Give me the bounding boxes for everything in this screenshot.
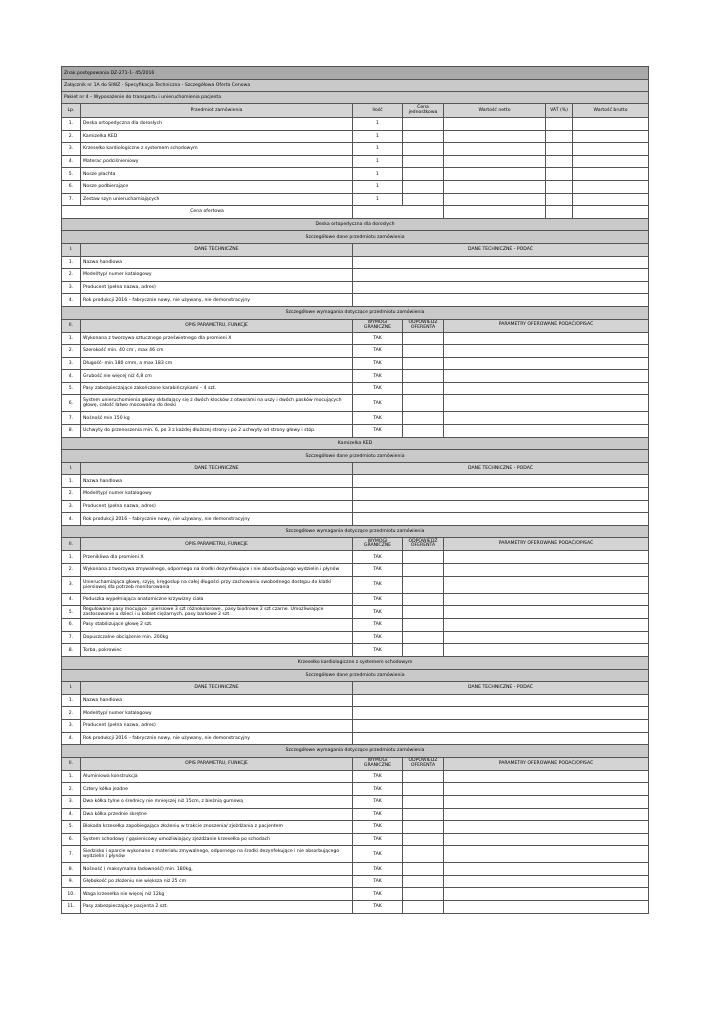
offered-params-cell[interactable] — [444, 551, 649, 564]
dane-right-label: DANE TECHNICZNE - PODAĆ — [353, 682, 649, 695]
dane-input-cell[interactable] — [353, 294, 649, 307]
section-details-title: Szczegółowe dane przedmiotu zamówienia — [62, 231, 649, 244]
req-row-text: Wykonana z tworzywa sztucznego prześwietnego dla promieni X — [81, 332, 353, 345]
dane-row-lp: 4. — [62, 294, 81, 307]
req-row-text: Waga krzesełka nie więcej niż 12kg — [81, 888, 353, 901]
row-quantity: 1 — [353, 143, 403, 156]
req-row-text: System schodowy / gąsienicowy umożliwiający zjeżdżanie krzesełka po schodach — [81, 833, 353, 846]
req-row-lp: 4. — [62, 370, 81, 383]
req-row-wymogi: TAK — [353, 631, 403, 644]
req-label: OPIS PARAMETRU, FUNKCJE — [81, 538, 353, 551]
vat-cell[interactable] — [546, 118, 573, 131]
req-row-text: Torba, pokrowiec — [81, 644, 353, 657]
req-row-text: Szerokość min. 40 cm , max 46 cm — [81, 345, 353, 358]
req-col-parametry: PARAMETRY OFEROWANE PODAĆ/OPISAĆ — [444, 757, 649, 770]
offered-params-cell[interactable] — [444, 770, 649, 783]
req-row-lp: 4. — [62, 593, 81, 606]
offer-answer-cell[interactable] — [403, 425, 444, 438]
req-row-wymogi: TAK — [353, 593, 403, 606]
price-column-header: Cena jednostkowa — [403, 104, 444, 118]
req-row-text: Unieruchamiająca głowę, szyję, kręgosłup na całej długości przy zachowaniu swobodnego dostępu do klatki piersiowej dla potrzeb monitorowania — [81, 576, 353, 593]
price-column-header: Wartość netto — [444, 104, 546, 118]
section-title: Kamizelka KED — [62, 437, 649, 450]
req-row-lp: 2. — [62, 783, 81, 796]
req-row-wymogi: TAK — [353, 644, 403, 657]
dane-row-lp: 3. — [62, 719, 81, 732]
dane-lp: I. — [62, 682, 81, 695]
price-row — [62, 155, 649, 168]
req-row-wymogi: TAK — [353, 846, 403, 863]
dane-row-text: Producent (pełna nazwa, adres) — [81, 500, 353, 513]
dane-input-cell[interactable] — [353, 500, 649, 513]
net-value-cell[interactable] — [444, 180, 546, 193]
offer-answer-cell[interactable] — [403, 370, 444, 383]
dane-right-label: DANE TECHNICZNE - PODAĆ — [353, 462, 649, 475]
req-row-lp: 6. — [62, 395, 81, 412]
row-quantity: 1 — [353, 180, 403, 193]
req-row-lp: 5. — [62, 382, 81, 395]
dane-input-cell[interactable] — [353, 513, 649, 526]
req-col-wymogi: WYMOGI GRANICZNE — [353, 538, 403, 551]
req-row-wymogi: TAK — [353, 564, 403, 577]
req-row-wymogi: TAK — [353, 425, 403, 438]
dane-lp: I. — [62, 243, 81, 256]
total-vat-cell[interactable] — [546, 206, 573, 219]
unit-price-cell[interactable] — [403, 168, 444, 181]
offered-params-cell[interactable] — [444, 846, 649, 863]
row-item-name: Kamizelka KED — [81, 130, 353, 143]
req-row-text: Poduszka wypełniająca anatomiczne krzywizny ciała — [81, 593, 353, 606]
unit-price-cell[interactable] — [403, 180, 444, 193]
gross-value-cell[interactable] — [573, 143, 649, 156]
offer-answer-cell[interactable] — [403, 770, 444, 783]
req-row-text: Blokada krzesełka zapobiegająca złożeniu w trakcie znoszenia/ zjeżdżania z pacjentem — [81, 821, 353, 834]
dane-row-lp: 3. — [62, 500, 81, 513]
req-row-text: Dwa kółka przednie skrętne — [81, 808, 353, 821]
price-row — [62, 143, 649, 156]
req-row-wymogi: TAK — [353, 821, 403, 834]
req-row-wymogi: TAK — [353, 357, 403, 370]
attachment-title: Załącznik nr 1A do SIWZ - Specyfikacja Techniczna - Szczegółowa Oferta Cenowa — [62, 80, 649, 92]
req-row-text: Uchwyty do przenoszenia min. 6, po 3 z każdej dłuższej strony i po 2 uchwyty od strony głowy i stóp. — [81, 425, 353, 438]
dane-row-text: Nazwa handlowa — [81, 475, 353, 488]
gross-value-cell[interactable] — [573, 193, 649, 206]
row-lp: 1. — [62, 118, 81, 131]
req-row-text: Siedzisko i oparcie wykonane z materiału zmywalnego, odpornego na środki dezynfekujące i nie absorbującego wydzielin i płynów — [81, 846, 353, 863]
req-row-wymogi: TAK — [353, 412, 403, 425]
offered-params-cell[interactable] — [444, 593, 649, 606]
net-value-cell[interactable] — [444, 118, 546, 131]
offered-params-cell[interactable] — [444, 345, 649, 358]
req-row-text: Głębokość po złożeniu nie większa niż 25 cm — [81, 875, 353, 888]
offer-answer-cell[interactable] — [403, 631, 444, 644]
dane-row-text: Model/typ/ numer katalogowy — [81, 707, 353, 720]
req-label: OPIS PARAMETRU, FUNKCJE — [81, 757, 353, 770]
offer-answer-cell[interactable] — [403, 888, 444, 901]
row-lp: 4. — [62, 155, 81, 168]
req-row-text: Nośność ( maksymalna ładowność) min. 180kg, — [81, 863, 353, 876]
gross-value-cell[interactable] — [573, 118, 649, 131]
dane-row-text: Rok produkcji 2016 – fabrycznie nowy, nie używany, nie demonstracyjny — [81, 513, 353, 526]
dane-row-text: Rok produkcji 2016 – fabrycznie nowy, nie używany, nie demonstracyjny — [81, 732, 353, 745]
dane-row-lp: 4. — [62, 513, 81, 526]
row-lp: 2. — [62, 130, 81, 143]
offer-answer-cell[interactable] — [403, 901, 444, 914]
offer-answer-cell[interactable] — [403, 606, 444, 619]
req-lp: II. — [62, 319, 81, 332]
req-row-lp: 8. — [62, 863, 81, 876]
dane-row-text: Producent (pełna nazwa, adres) — [81, 281, 353, 294]
req-row-text: System unieruchomienia głowy składający się z dwóch klocków z otworami na uszy i dwóch pasków mocujących głowę, całość łatwo mocowalna do deski — [81, 395, 353, 412]
dane-input-cell[interactable] — [353, 256, 649, 269]
price-row — [62, 180, 649, 193]
offered-params-cell[interactable] — [444, 644, 649, 657]
req-row-lp: 1. — [62, 551, 81, 564]
req-col-parametry: PARAMETRY OFEROWANE PODAĆ/OPISAĆ — [444, 319, 649, 332]
req-row-lp: 9. — [62, 875, 81, 888]
vat-cell[interactable] — [546, 130, 573, 143]
offered-params-cell[interactable] — [444, 576, 649, 593]
row-item-name: Zestaw szyn unieruchamiających — [81, 193, 353, 206]
row-quantity: 1 — [353, 130, 403, 143]
dane-row-lp: 1. — [62, 694, 81, 707]
req-row-lp: 2. — [62, 345, 81, 358]
req-row-wymogi: TAK — [353, 808, 403, 821]
req-row-wymogi: TAK — [353, 888, 403, 901]
gross-value-cell[interactable] — [573, 180, 649, 193]
req-lp: II. — [62, 757, 81, 770]
dane-input-cell[interactable] — [353, 475, 649, 488]
offered-params-cell[interactable] — [444, 821, 649, 834]
offered-params-cell[interactable] — [444, 795, 649, 808]
requirements-title: Szczegółowe wymagania dotyczące przedmiotu zamówienia — [62, 745, 649, 758]
req-row-lp: 7. — [62, 846, 81, 863]
offered-params-cell[interactable] — [444, 370, 649, 383]
unit-price-cell[interactable] — [403, 118, 444, 131]
dane-row-text: Producent (pełna nazwa, adres) — [81, 719, 353, 732]
req-lp: II. — [62, 538, 81, 551]
req-col-wymogi: WYMOGI GRANICZNE — [353, 319, 403, 332]
vat-cell[interactable] — [546, 168, 573, 181]
req-row-lp: 5. — [62, 821, 81, 834]
vat-cell[interactable] — [546, 193, 573, 206]
req-row-wymogi: TAK — [353, 901, 403, 914]
net-value-cell[interactable] — [444, 130, 546, 143]
dane-row-text: Nazwa handlowa — [81, 256, 353, 269]
offer-answer-cell[interactable] — [403, 357, 444, 370]
req-row-wymogi: TAK — [353, 619, 403, 632]
req-row-text: Pasy zabezpieczające zakończone karabińczykami – 4 szt. — [81, 382, 353, 395]
row-quantity: 1 — [353, 168, 403, 181]
dane-right-label: DANE TECHNICZNE - PODAĆ — [353, 243, 649, 256]
req-col-odpowiedz: ODPOWIEDŹ OFERENTA — [403, 319, 444, 332]
dane-row-lp: 1. — [62, 475, 81, 488]
req-row-wymogi: TAK — [353, 875, 403, 888]
req-row-wymogi: TAK — [353, 345, 403, 358]
req-row-text: Aluminiowa konstrukcja — [81, 770, 353, 783]
section-details-title: Szczegółowe dane przedmiotu zamówienia — [62, 669, 649, 682]
net-value-cell[interactable] — [444, 155, 546, 168]
requirements-title: Szczegółowe wymagania dotyczące przedmiotu zamówienia — [62, 306, 649, 319]
dane-row-text: Model/typ/ numer katalogowy — [81, 269, 353, 282]
row-lp: 5. — [62, 168, 81, 181]
net-value-cell[interactable] — [444, 193, 546, 206]
unit-price-cell[interactable] — [403, 155, 444, 168]
dane-input-cell[interactable] — [353, 707, 649, 720]
dane-lp: I. — [62, 462, 81, 475]
req-row-text: Przenikliwa dla promieni X — [81, 551, 353, 564]
offer-answer-cell[interactable] — [403, 551, 444, 564]
offer-answer-cell[interactable] — [403, 821, 444, 834]
dane-input-cell[interactable] — [353, 269, 649, 282]
offer-answer-cell[interactable] — [403, 833, 444, 846]
offered-params-cell[interactable] — [444, 619, 649, 632]
row-lp: 6. — [62, 180, 81, 193]
gross-value-cell[interactable] — [573, 168, 649, 181]
row-lp: 3. — [62, 143, 81, 156]
req-row-text: Wykonana z tworzywa zmywalnego, odpornego na środki dezynfekujące i nie absorbującego wydzielin i płynów — [81, 564, 353, 577]
offer-answer-cell[interactable] — [403, 875, 444, 888]
req-row-text: Pasy zabezpieczające pacjenta 2 szt. — [81, 901, 353, 914]
dane-row-text: Nazwa handlowa — [81, 694, 353, 707]
offer-answer-cell[interactable] — [403, 395, 444, 412]
net-value-cell[interactable] — [444, 168, 546, 181]
req-row-wymogi: TAK — [353, 551, 403, 564]
req-row-lp: 2. — [62, 564, 81, 577]
dane-input-cell[interactable] — [353, 732, 649, 745]
req-row-wymogi: TAK — [353, 863, 403, 876]
price-row — [62, 193, 649, 206]
offer-answer-cell[interactable] — [403, 332, 444, 345]
req-row-text: Pasy stabilizujące głowę 2 szt. — [81, 619, 353, 632]
total-gross-cell[interactable] — [573, 206, 649, 219]
offered-params-cell[interactable] — [444, 395, 649, 412]
offer-answer-cell[interactable] — [403, 564, 444, 577]
dane-row-lp: 2. — [62, 488, 81, 501]
req-row-lp: 3. — [62, 795, 81, 808]
price-row — [62, 168, 649, 181]
section-details-title: Szczegółowe dane przedmiotu zamówienia — [62, 450, 649, 463]
unit-price-cell[interactable] — [403, 130, 444, 143]
req-row-wymogi: TAK — [353, 576, 403, 593]
dane-row-lp: 4. — [62, 732, 81, 745]
req-col-odpowiedz: ODPOWIEDŹ OFERENTA — [403, 757, 444, 770]
offer-answer-cell[interactable] — [403, 619, 444, 632]
offered-params-cell[interactable] — [444, 412, 649, 425]
offered-params-cell[interactable] — [444, 888, 649, 901]
req-row-wymogi: TAK — [353, 382, 403, 395]
row-lp: 7. — [62, 193, 81, 206]
procedure-number: Znak postępowania DZ-271-1- 45/2016 — [62, 67, 649, 80]
req-col-odpowiedz: ODPOWIEDŹ OFERENTA — [403, 538, 444, 551]
specification-table — [61, 66, 649, 914]
dane-input-cell[interactable] — [353, 281, 649, 294]
req-row-wymogi: TAK — [353, 783, 403, 796]
req-row-lp: 6. — [62, 619, 81, 632]
offered-params-cell[interactable] — [444, 332, 649, 345]
offered-params-cell[interactable] — [444, 382, 649, 395]
offered-params-cell[interactable] — [444, 833, 649, 846]
gross-value-cell[interactable] — [573, 155, 649, 168]
req-row-lp: 7. — [62, 412, 81, 425]
total-price-label: Cena ofertowa — [62, 206, 353, 219]
row-item-name: Krzesełko kardiologiczne z systemem schodowym — [81, 143, 353, 156]
req-row-text: Dwa kółka tylne o średnicy nie mniejszej niż 15cm, z bieżnią gumową — [81, 795, 353, 808]
dane-row-lp: 1. — [62, 256, 81, 269]
offer-answer-cell[interactable] — [403, 576, 444, 593]
net-value-cell[interactable] — [444, 143, 546, 156]
dane-row-text: Model/typ/ numer katalogowy — [81, 488, 353, 501]
req-row-wymogi: TAK — [353, 370, 403, 383]
offered-params-cell[interactable] — [444, 631, 649, 644]
req-row-lp: 8. — [62, 644, 81, 657]
req-col-wymogi: WYMOGI GRANICZNE — [353, 757, 403, 770]
row-quantity: 1 — [353, 118, 403, 131]
offered-params-cell[interactable] — [444, 606, 649, 619]
req-row-lp: 3. — [62, 357, 81, 370]
req-row-lp: 10. — [62, 888, 81, 901]
offered-params-cell[interactable] — [444, 808, 649, 821]
req-row-lp: 4. — [62, 808, 81, 821]
req-row-lp: 1. — [62, 332, 81, 345]
req-row-text: Nośność min 150 kg — [81, 412, 353, 425]
req-row-lp: 11. — [62, 901, 81, 914]
req-row-text: Regulowane pasy mocujące : piersiowe 3 szt różnokolorowe., pasy biodrowe 2 szt czarne. Umożliwiające zastosowanie u dzieci i u kobiet ciężarnych, pasy barkowe 2 szt. — [81, 606, 353, 619]
row-item-name: Nosze podbierające — [81, 180, 353, 193]
offered-params-cell[interactable] — [444, 357, 649, 370]
dane-row-text: Rok produkcji 2016 – fabrycznie nowy, nie używany, nie demonstracyjny — [81, 294, 353, 307]
offered-params-cell[interactable] — [444, 783, 649, 796]
offer-answer-cell[interactable] — [403, 808, 444, 821]
vat-cell[interactable] — [546, 155, 573, 168]
row-quantity: 1 — [353, 193, 403, 206]
req-row-wymogi: TAK — [353, 833, 403, 846]
req-row-wymogi: TAK — [353, 795, 403, 808]
offer-answer-cell[interactable] — [403, 382, 444, 395]
price-row — [62, 118, 649, 131]
price-row — [62, 130, 649, 143]
req-row-wymogi: TAK — [353, 395, 403, 412]
dane-label: DANE TECHNICZNE — [81, 682, 353, 695]
req-row-lp: 7. — [62, 631, 81, 644]
price-column-header: VAT (%) — [546, 104, 573, 118]
dane-row-lp: 2. — [62, 707, 81, 720]
req-row-lp: 3. — [62, 576, 81, 593]
dane-row-lp: 2. — [62, 269, 81, 282]
specification-sheet — [61, 66, 648, 914]
total-net-cell[interactable] — [444, 206, 546, 219]
req-row-lp: 8. — [62, 425, 81, 438]
offer-answer-cell[interactable] — [403, 863, 444, 876]
offer-answer-cell[interactable] — [403, 783, 444, 796]
row-item-name: Materac podciśnieniowy — [81, 155, 353, 168]
req-row-wymogi: TAK — [353, 332, 403, 345]
price-column-header: Wartość brutto — [573, 104, 649, 118]
vat-cell[interactable] — [546, 143, 573, 156]
row-item-name: Deska ortopedyczna dla dorosłych — [81, 118, 353, 131]
offer-answer-cell[interactable] — [403, 593, 444, 606]
offered-params-cell[interactable] — [444, 901, 649, 914]
req-col-parametry: PARAMETRY OFEROWANE PODAĆ/OPISAĆ — [444, 538, 649, 551]
offer-answer-cell[interactable] — [403, 345, 444, 358]
dane-label: DANE TECHNICZNE — [81, 462, 353, 475]
offered-params-cell[interactable] — [444, 875, 649, 888]
row-item-name: Nosze płachta — [81, 168, 353, 181]
req-row-lp: 1. — [62, 770, 81, 783]
price-column-header: Przedmiot zamówienia — [81, 104, 353, 118]
dane-input-cell[interactable] — [353, 719, 649, 732]
dane-label: DANE TECHNICZNE — [81, 243, 353, 256]
row-quantity: 1 — [353, 155, 403, 168]
req-row-text: Grubość nie więcej niż 4,8 cm — [81, 370, 353, 383]
dane-row-lp: 3. — [62, 281, 81, 294]
package-title: Pakiet nr 4 – Wyposażenie do transportu i unieruchomienia pacjenta — [62, 92, 649, 104]
total-spacer — [353, 206, 444, 219]
unit-price-cell[interactable] — [403, 193, 444, 206]
price-column-header: Lp. — [62, 104, 81, 118]
req-row-wymogi: TAK — [353, 606, 403, 619]
offer-answer-cell[interactable] — [403, 644, 444, 657]
req-row-text: Cztery kółka jezdne — [81, 783, 353, 796]
vat-cell[interactable] — [546, 180, 573, 193]
req-row-lp: 6. — [62, 833, 81, 846]
req-row-text: Dopuszczalne obciążenie min. 200kg — [81, 631, 353, 644]
offer-answer-cell[interactable] — [403, 795, 444, 808]
offer-answer-cell[interactable] — [403, 412, 444, 425]
offered-params-cell[interactable] — [444, 863, 649, 876]
requirements-title: Szczegółowe wymagania dotyczące przedmiotu zamówienia — [62, 525, 649, 538]
gross-value-cell[interactable] — [573, 130, 649, 143]
offered-params-cell[interactable] — [444, 564, 649, 577]
req-label: OPIS PARAMETRU, FUNKCJE — [81, 319, 353, 332]
req-row-text: Długość- min.180 cmm, a max 183 cm — [81, 357, 353, 370]
section-title: Deska ortopedyczna dla dorosłych — [62, 218, 649, 231]
req-row-wymogi: TAK — [353, 770, 403, 783]
price-column-header: Ilość — [353, 104, 403, 118]
dane-input-cell[interactable] — [353, 488, 649, 501]
req-row-lp: 5. — [62, 606, 81, 619]
dane-input-cell[interactable] — [353, 694, 649, 707]
unit-price-cell[interactable] — [403, 143, 444, 156]
offered-params-cell[interactable] — [444, 425, 649, 438]
offer-answer-cell[interactable] — [403, 846, 444, 863]
section-title: Krzesełko kardiologiczne z systemem schodowym — [62, 656, 649, 669]
